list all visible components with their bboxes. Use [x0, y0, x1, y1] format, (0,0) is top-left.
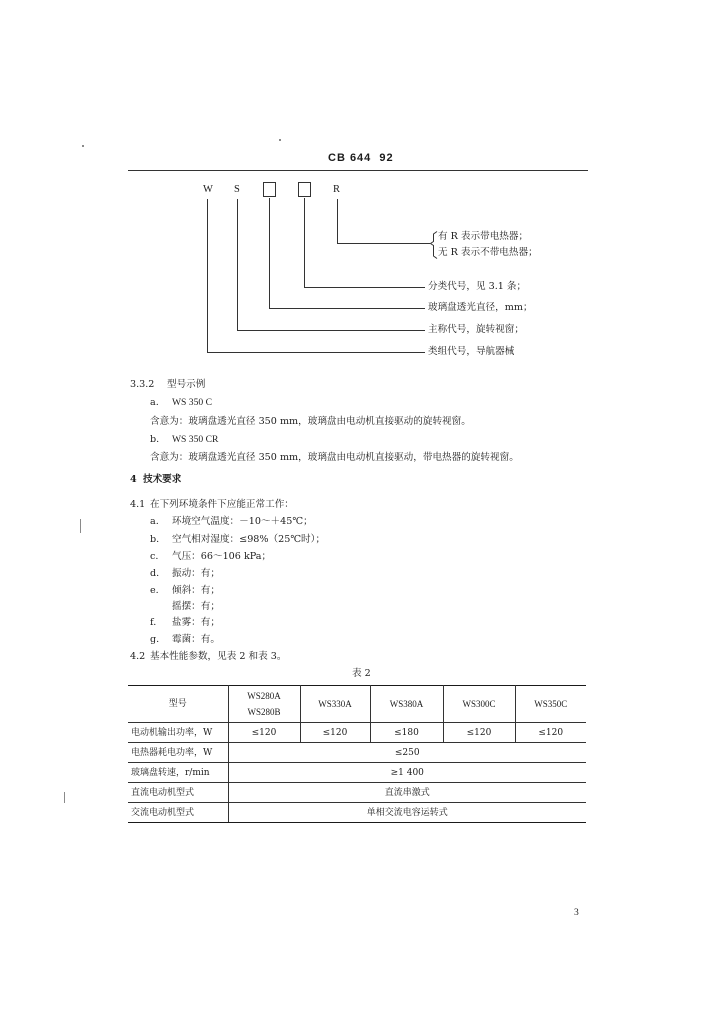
document-code-header: CB 644 92	[328, 152, 394, 164]
section-title: 型号示例	[167, 379, 206, 390]
row-label-cell: 交流电动机型式	[128, 803, 228, 823]
model-column-header: WS300C	[443, 686, 515, 723]
label-with-r: 有 R 表示带电热器；	[438, 231, 529, 242]
spec-table-2	[128, 685, 586, 823]
list-marker: e.	[150, 585, 159, 596]
leader-line-r	[338, 199, 431, 244]
list-marker: b.	[150, 534, 160, 545]
section-number: 3.3.2	[130, 379, 155, 390]
table-row	[128, 803, 586, 823]
table-row	[128, 763, 586, 783]
scan-artifact	[80, 519, 81, 533]
model-column-header: WS350C	[515, 686, 586, 723]
section-title: 技术要求	[143, 474, 182, 485]
model-column-header	[228, 686, 300, 723]
list-marker: c.	[150, 551, 159, 562]
header-rule	[128, 170, 588, 171]
value-cell: ≤250	[228, 743, 586, 763]
row-label-cell: 电热器耗电功率，W	[128, 743, 228, 763]
list-item: 霉菌：有。	[172, 634, 220, 645]
list-item: 倾斜：有；	[172, 585, 220, 596]
section-number: 4.1	[130, 499, 146, 510]
designation-letter-w: W	[203, 184, 213, 195]
section-text: 在下列环境条件下应能正常工作：	[150, 499, 294, 510]
label-glass-diameter: 玻璃盘透光直径，mm；	[428, 302, 533, 313]
table-row	[128, 723, 586, 743]
row-label-cell: 直流电动机型式	[128, 783, 228, 803]
table-row	[128, 783, 586, 803]
label-main-name: 主称代号，旋转视窗；	[428, 324, 524, 335]
value-cell: 直流串激式	[228, 783, 586, 803]
list-marker: g.	[150, 634, 160, 645]
scan-artifact	[279, 139, 281, 141]
table-caption: 表 2	[352, 668, 371, 679]
list-marker: b.	[150, 434, 160, 445]
list-marker: d.	[150, 568, 160, 579]
list-item: 振动：有；	[172, 568, 220, 579]
leader-line-w	[208, 199, 426, 353]
label-group: 类组代号，导航器械	[428, 346, 515, 357]
list-item: 空气相对湿度：≤98%（25℃时）；	[172, 534, 326, 545]
scan-artifact	[64, 792, 65, 803]
page-number: 3	[574, 907, 579, 918]
model-name: WS280A	[247, 691, 281, 701]
value-cell: 单相交流电容运转式	[228, 803, 586, 823]
label-without-r: 无 R 表示不带电热器；	[438, 247, 538, 258]
example-meaning: 含意为：玻璃盘透光直径 350 mm，玻璃盘由电动机直接驱动，带电热器的旋转视窗。	[150, 452, 519, 463]
value-cell: ≥1 400	[228, 763, 586, 783]
section-text: 基本性能参数，见表 2 和表 3。	[150, 651, 287, 662]
leader-line-s	[238, 199, 426, 331]
list-marker: f.	[150, 617, 157, 628]
list-item: 摇摆：有；	[172, 601, 220, 612]
example-model: WS 350 CR	[172, 434, 219, 445]
section-number: 4	[130, 474, 137, 485]
designation-letter-r: R	[333, 184, 341, 195]
section-number: 4.2	[130, 651, 146, 662]
model-column-header: WS330A	[300, 686, 370, 723]
model-name: WS280B	[247, 707, 281, 717]
table-row	[128, 743, 586, 763]
scan-artifact	[82, 145, 84, 147]
list-item: 盐雾：有；	[172, 617, 220, 628]
table-header-row	[128, 686, 586, 723]
model-column-header: WS380A	[370, 686, 443, 723]
row-label-cell: 电动机输出功率，W	[128, 723, 228, 743]
value-cell: ≤120	[300, 723, 370, 743]
example-model: WS 350 C	[172, 397, 212, 408]
row-label-cell: 玻璃盘转速，r/min	[128, 763, 228, 783]
list-item: 环境空气温度：－10～＋45℃；	[172, 516, 313, 527]
model-header-cell: 型号	[128, 686, 228, 723]
value-cell: ≤120	[228, 723, 300, 743]
value-cell: ≤180	[370, 723, 443, 743]
designation-letter-s: S	[234, 184, 240, 195]
list-item: 气压：66～106 kPa；	[172, 551, 272, 562]
leader-line-diameter	[270, 198, 426, 309]
example-meaning: 含意为：玻璃盘透光直径 350 mm，玻璃盘由电动机直接驱动的旋转视窗。	[150, 416, 471, 427]
list-marker: a.	[150, 397, 159, 408]
value-cell: ≤120	[443, 723, 515, 743]
list-marker: a.	[150, 516, 159, 527]
brace-r-options	[431, 232, 438, 259]
designation-placeholder-box	[298, 182, 311, 197]
value-cell: ≤120	[515, 723, 586, 743]
designation-placeholder-box	[263, 182, 276, 197]
label-classification: 分类代号，见 3.1 条；	[428, 281, 527, 292]
leader-line-classification	[305, 198, 426, 288]
